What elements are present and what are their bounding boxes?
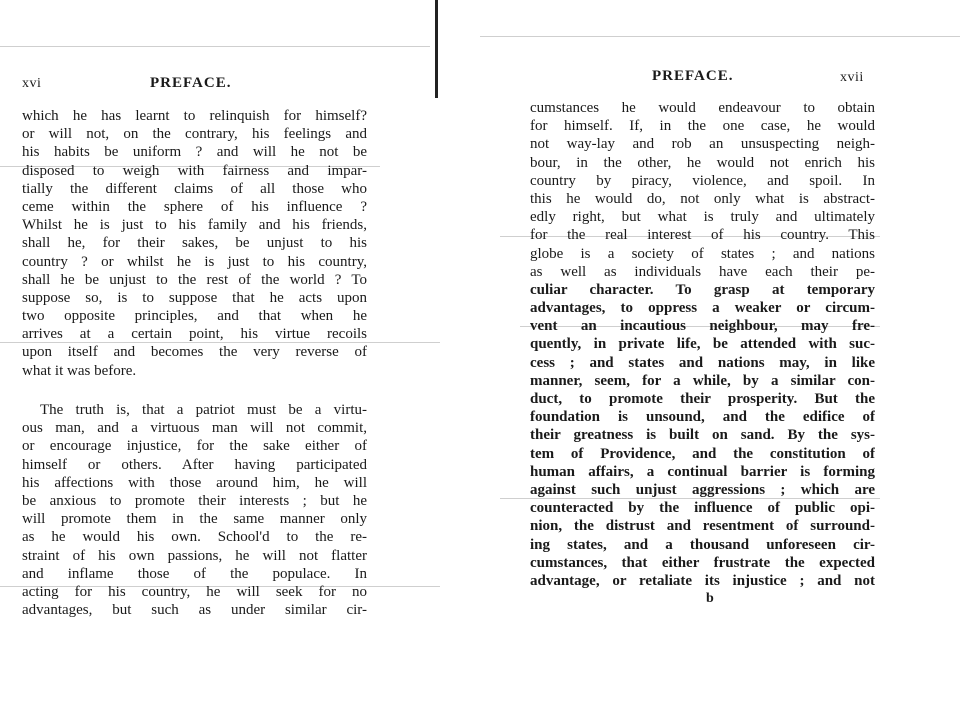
text-line: not way-lay and rob an unsuspecting neigh- (530, 136, 875, 153)
text-line: duct, to promote their prosperity. But the (530, 391, 875, 407)
text-line: country by piracy, violence, and spoil. In (530, 172, 875, 189)
text-line: nion, the distrust and resentment of surround- (530, 518, 875, 535)
text-line: ceme within the sphere of his influence ? (22, 198, 367, 215)
text-line: advantage, or retaliate its injustice ; and not (530, 572, 875, 589)
text-line: acting for his country, he will seek for no (22, 583, 367, 600)
left-paragraph-2 (22, 401, 367, 619)
scan-rule (0, 46, 430, 47)
text-line: cess ; and states and nations may, in like (530, 354, 875, 371)
text-line: suppose so, is to suppose that he acts upon (22, 289, 367, 306)
signature-mark: b (706, 591, 714, 606)
text-line: culiar character. To grasp at temporary (530, 281, 875, 298)
text-line: counteracted by the influence of public opi- (530, 500, 875, 517)
text-line: tially the different claims of all those who (22, 180, 367, 197)
text-line: himself or others. After having participated (22, 456, 367, 473)
page-number-right: xvii (840, 70, 864, 85)
text-line: which he has learnt to relinquish for himself? (22, 108, 367, 124)
gutter-shadow (435, 0, 438, 98)
text-line: edly right, but what is truly and ultimately (530, 209, 875, 226)
left-paragraph-1 (22, 107, 367, 380)
text-line: advantages, to oppress a weaker or circum- (530, 300, 875, 317)
text-line: as he would his own. School'd to the re- (22, 529, 367, 546)
text-line: two opposite principles, and that when he (22, 308, 367, 325)
text-line: tem of Providence, and the constitution of (530, 445, 875, 462)
text-line: Whilst he is just to his family and his friends, (22, 217, 367, 234)
text-line: their greatness is built on sand. By the sys- (530, 427, 875, 444)
text-line: The truth is, that a patriot must be a virtu- (40, 402, 367, 418)
text-line: or will not, on the contrary, his feelings and (22, 126, 367, 143)
text-line: for the real interest of his country. This (530, 227, 875, 244)
text-line: be anxious to promote their interests ; but he (22, 492, 367, 509)
page-number-left: xvi (22, 76, 42, 91)
text-line: and inflame those of the populace. In (22, 565, 367, 582)
text-line: what it was before. (22, 362, 137, 379)
text-line: his affections with those around him, he will (22, 474, 367, 491)
text-line: cumstances, that either frustrate the expected (530, 554, 875, 571)
text-line: human affairs, a continual barrier is forming (530, 463, 875, 480)
text-line: bour, in the other, he would not enrich his (530, 154, 875, 171)
text-line: shall he be unjust to the rest of the world ? To (22, 271, 367, 288)
text-line: shall he, for their sakes, be unjust to his (22, 235, 367, 252)
text-line: this he would do, not only what is abstract- (530, 190, 875, 207)
text-line: will promote them in the same manner only (22, 511, 367, 528)
text-line: straint of his own passions, he will not flatter (22, 547, 367, 564)
text-line: quently, in private life, be attended with suc- (530, 336, 875, 353)
text-line: as well as individuals have each their pe- (530, 263, 875, 280)
text-line: vent an incautious neighbour, may fre- (530, 318, 875, 335)
text-line: cumstances he would endeavour to obtain (530, 100, 875, 116)
running-head-right: PREFACE. (652, 68, 734, 84)
text-line: globe is a society of states ; and nations (530, 245, 875, 262)
text-line: manner, seem, for a while, by a similar con- (530, 372, 875, 389)
text-line: arrives at a certain point, his virtue recoils (22, 326, 367, 343)
text-line: his habits be uniform ? and will he not be (22, 144, 367, 161)
text-line: against such unjust aggressions ; which are (530, 481, 875, 498)
text-line: for himself. If, in the one case, he would (530, 118, 875, 135)
running-head-left: PREFACE. (150, 75, 232, 91)
text-line: country ? or whilst he is just to his country, (22, 253, 367, 270)
text-line: ous man, and a virtuous man will not commit, (22, 420, 367, 437)
scan-rule (480, 36, 960, 37)
text-line: advantages, but such as under similar cir- (22, 602, 367, 619)
right-paragraph (530, 99, 875, 590)
text-line: disposed to weigh with fairness and impar- (22, 162, 367, 179)
text-line: foundation is unsound, and the edifice of (530, 409, 875, 426)
text-line: ing states, and a thousand unforeseen cir- (530, 536, 875, 553)
text-line: upon itself and becomes the very reverse of (22, 344, 367, 361)
text-line: or encourage injustice, for the sake either of (22, 438, 367, 455)
